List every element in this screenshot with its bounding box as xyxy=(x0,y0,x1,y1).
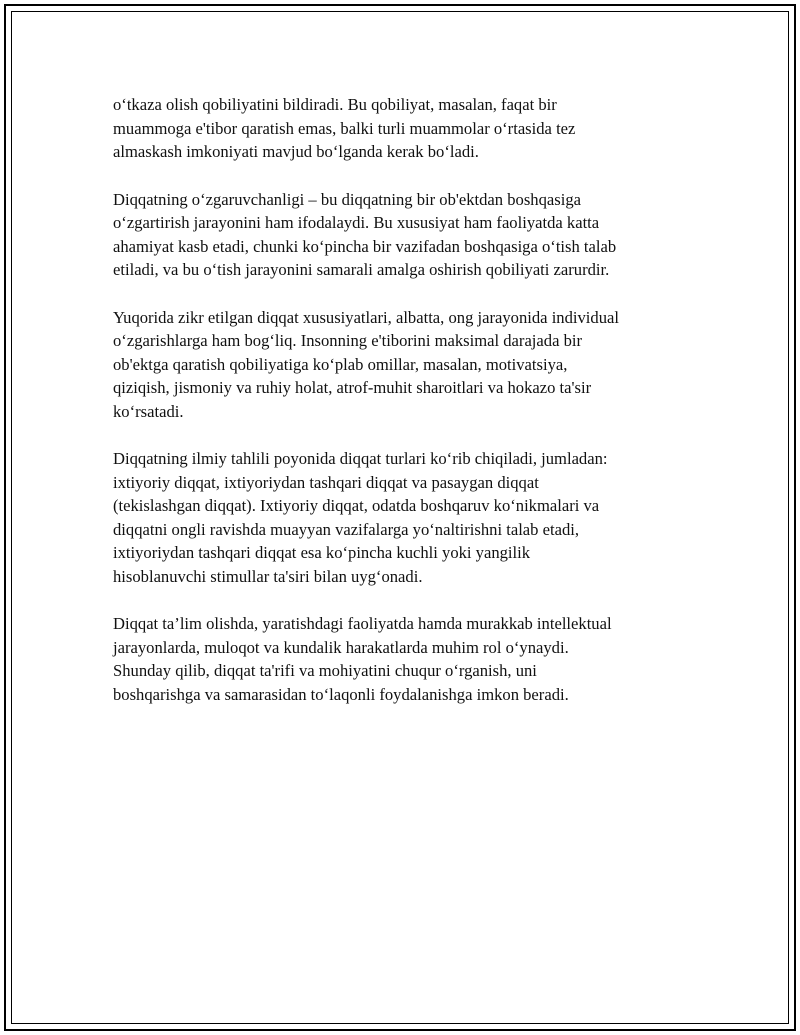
text-line: ixtiyoriydan tashqari diqqat esa ko‘pincha kuchli yoki yangilik xyxy=(113,543,531,562)
text-line: qiziqish, jismoniy va ruhiy holat, atrof-muhit sharoitlari va hokazo ta'sir xyxy=(113,378,592,397)
paragraph-2 xyxy=(113,188,713,282)
text-line: almaskash imkoniyati mavjud bo‘lganda kerak bo‘ladi. xyxy=(113,142,479,161)
document-body xyxy=(113,93,713,730)
text-line: o‘zgarishlarga ham bog‘liq. Insonning e'tiborini maksimal darajada bir xyxy=(113,331,583,350)
text-line: o‘zgartirish jarayonini ham ifodalaydi. Bu xususiyat ham faoliyatda katta xyxy=(113,213,600,232)
text-line: o‘tkaza olish qobiliyatini bildiradi. Bu qobiliyat, masalan, faqat bir xyxy=(113,95,557,114)
paragraph-3 xyxy=(113,306,713,424)
text-line: ahamiyat kasb etadi, chunki ko‘pincha bir vazifadan boshqasiga o‘tish talab xyxy=(113,236,617,256)
text-line: ixtiyoriy diqqat, ixtiyoriydan tashqari diqqat va pasaygan diqqat xyxy=(113,472,539,492)
text-line: diqqatni ongli ravishda muayyan vazifalarga yo‘naltirishni talab etadi, xyxy=(113,519,580,539)
text-line: ob'ektga qaratish qobiliyatiga ko‘plab omillar, masalan, motivatsiya, xyxy=(113,354,568,374)
text-line: muammoga e'tibor qaratish emas, balki turli muammolar o‘rtasida tez xyxy=(113,118,576,138)
text-line: ko‘rsatadi. xyxy=(113,401,184,421)
text-line: hisoblanuvchi stimullar ta'siri bilan uyg‘onadi. xyxy=(113,566,423,586)
text-line: jarayonlarda, muloqot va kundalik harakatlarda muhim rol o‘ynaydi. xyxy=(113,637,569,657)
text-line: Yuqorida zikr etilgan diqqat xususiyatlari, albatta, ong jarayonida individual xyxy=(113,307,619,327)
paragraph-4 xyxy=(113,447,713,588)
text-line: Shunday qilib, diqqat ta'rifi va mohiyatini chuqur o‘rganish, uni xyxy=(113,661,537,680)
text-line: etiladi, va bu o‘tish jarayonini samarali amalga oshirish qobiliyati zarurdir. xyxy=(113,260,610,279)
text-line: Diqqat ta’lim olishda, yaratishdagi faoliyatda hamda murakkab intellektual xyxy=(113,614,612,633)
paragraph-5 xyxy=(113,612,713,706)
text-line: (tekislashgan diqqat). Ixtiyoriy diqqat, odatda boshqaruv ko‘nikmalari va xyxy=(113,496,600,515)
text-line: boshqarishga va samarasidan to‘laqonli foydalanishga imkon beradi. xyxy=(113,684,569,704)
text-line: Diqqatning ilmiy tahlili poyonida diqqat turlari ko‘rib chiqiladi, jumladan: xyxy=(113,449,608,468)
text-line: Diqqatning o‘zgaruvchanligi – bu diqqatning bir ob'ektdan boshqasiga xyxy=(113,189,581,209)
paragraph-1 xyxy=(113,93,713,164)
